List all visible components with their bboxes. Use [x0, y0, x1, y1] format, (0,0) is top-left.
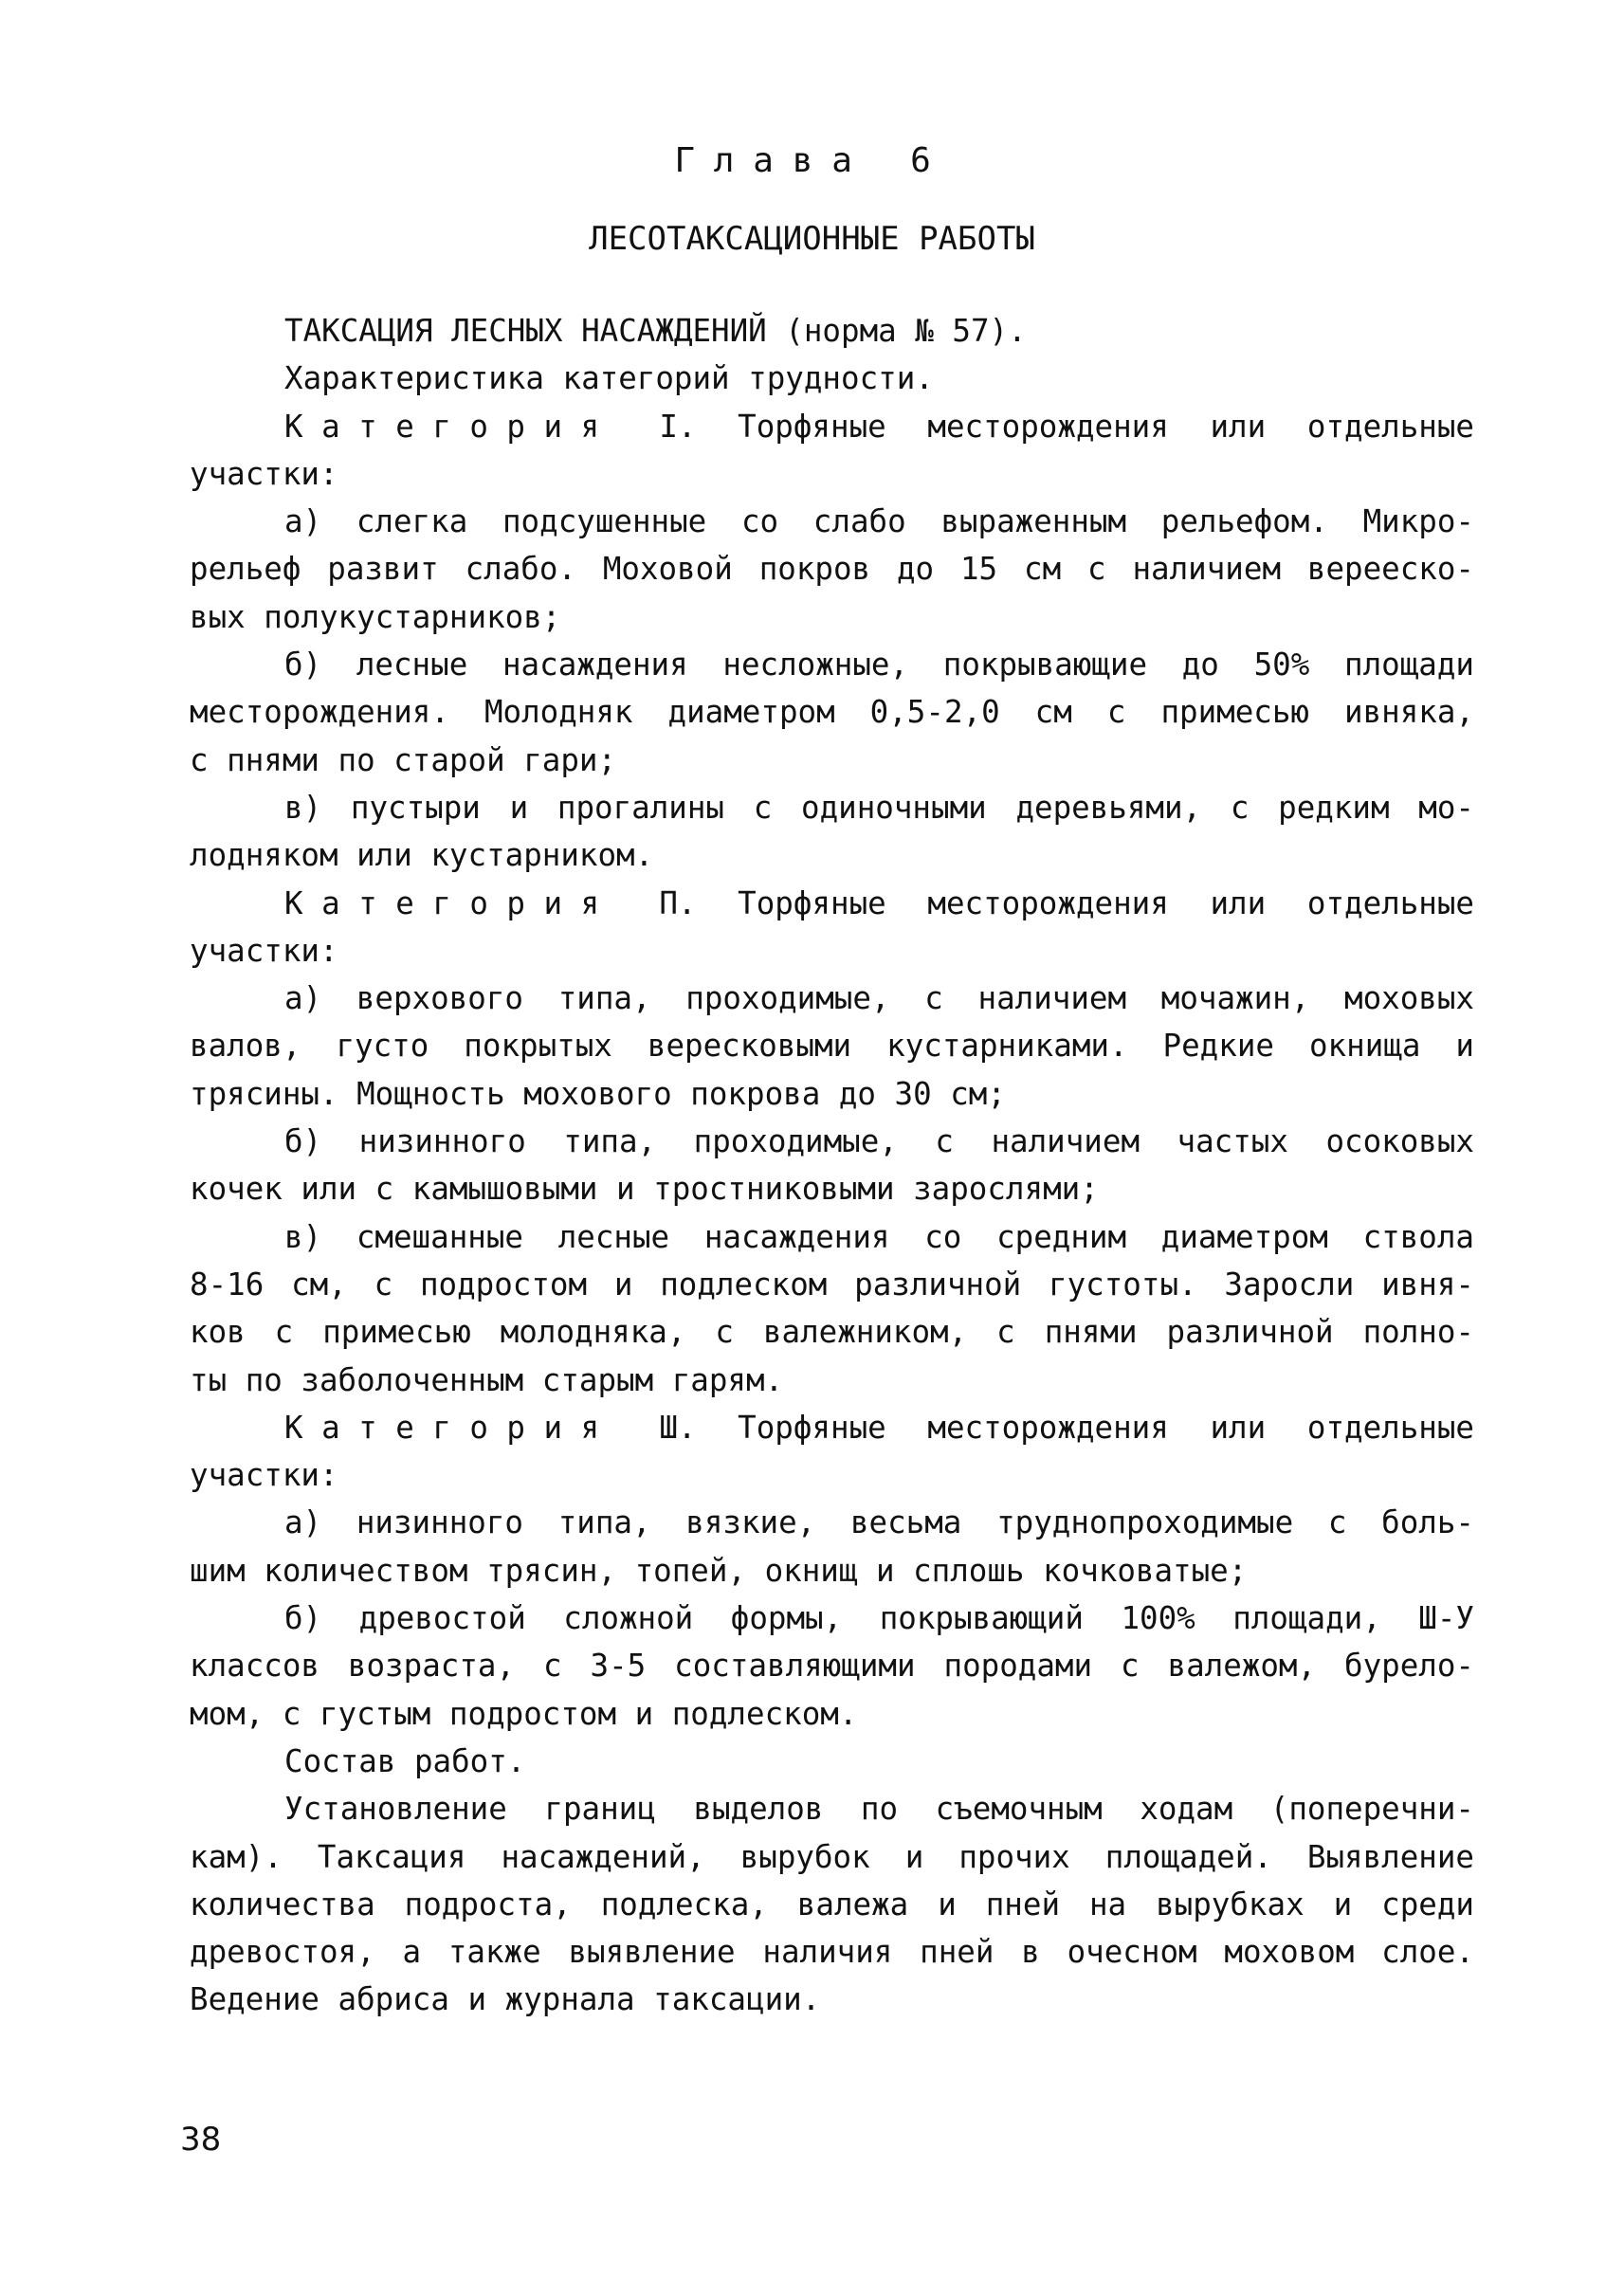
- text-line: Ведение абриса и журнала таксации.: [190, 1981, 821, 2018]
- body-text: [190, 307, 1474, 2024]
- text-line: мом, с густым подростом и подлеском.: [190, 1695, 858, 1732]
- text-line: Категория Ш. Торфяные месторождения или отдельные: [284, 1409, 1474, 1446]
- section-heading: ЛЕСОТАКСАЦИОННЫЕ РАБОТЫ: [589, 220, 1035, 258]
- chapter-title: Глава 6: [674, 141, 950, 180]
- text-line: б) низинного типа, проходимые, с наличием частых осоковых: [284, 1123, 1474, 1160]
- text-line: Установление границ выделов по съемочным ходам (поперечни-: [284, 1791, 1474, 1828]
- text-line: б) лесные насаждения несложные, покрывающие до 50% площади: [284, 647, 1474, 683]
- text-line: кам). Таксация насаждений, вырубок и прочих площадей. Выявление: [190, 1838, 1474, 1875]
- text-line: кочек или с камышовыми и тростниковыми зарослями;: [190, 1171, 1099, 1208]
- text-line: лодняком или кустарником.: [190, 837, 654, 874]
- text-line: а) слегка подсушенные со слабо выраженным рельефом. Микро-: [284, 503, 1474, 540]
- text-line: количества подроста, подлеска, валежа и пней на вырубках и среди: [190, 1886, 1474, 1922]
- category-word: Категория: [284, 408, 618, 445]
- text-line: месторождения. Молодняк диаметром 0,5-2,0 см с примесью ивняка,: [190, 694, 1474, 731]
- text-line: в) пустыри и прогалины с одиночными деревьями, с редким мо-: [284, 789, 1474, 826]
- text-line: ков с примесью молодняка, с валежником, с пнями различной полно-: [190, 1314, 1474, 1351]
- text-line: Характеристика категорий трудности.: [284, 360, 934, 397]
- text-line: участки:: [190, 455, 338, 492]
- text-line: в) смешанные лесные насаждения со средним диаметром ствола: [284, 1218, 1474, 1255]
- text-line: шим количеством трясин, топей, окнищ и сплошь кочковатые;: [190, 1552, 1248, 1589]
- text-line: а) низинного типа, вязкие, весьма труднопроходимые с боль-: [284, 1504, 1474, 1541]
- text-line: Состав работ.: [284, 1742, 526, 1779]
- text-line: древостоя, а также выявление наличия пней в очесном моховом слое.: [190, 1934, 1474, 1971]
- text-line: вых полукустарников;: [190, 598, 561, 635]
- text-line: участки:: [190, 1457, 338, 1494]
- text-line: а) верхового типа, проходимые, с наличием мочажин, моховых: [284, 980, 1474, 1017]
- text-line: валов, густо покрытых вересковыми кустарниками. Редкие окнища и: [190, 1028, 1474, 1065]
- text-line: классов возраста, с 3-5 составляющими породами с валежом, бурело-: [190, 1648, 1474, 1685]
- category-word: Категория: [284, 884, 618, 921]
- text-line: рельеф развит слабо. Моховой покров до 15 см с наличием верееско-: [190, 551, 1474, 588]
- text-line: 8-16 см, с подростом и подлеском различной густоты. Заросли ивня-: [190, 1266, 1474, 1303]
- text-line: участки:: [190, 932, 338, 969]
- text-line: Категория I. Торфяные месторождения или отдельные: [284, 408, 1474, 445]
- page-number: 38: [180, 2121, 222, 2159]
- text-line: с пнями по старой гари;: [190, 741, 617, 778]
- text-line: ты по заболоченным старым гарям.: [190, 1361, 784, 1398]
- text-line: ТАКСАЦИЯ ЛЕСНЫХ НАСАЖДЕНИЙ (норма № 57).: [284, 313, 1027, 349]
- text-line: Категория П. Торфяные месторождения или отдельные: [284, 884, 1474, 921]
- text-line: трясины. Мощность мохового покрова до 30 см;: [190, 1075, 1006, 1112]
- category-word: Категория: [284, 1409, 618, 1446]
- text-line: б) древостой сложной формы, покрывающий 100% площади, Ш-У: [284, 1600, 1474, 1637]
